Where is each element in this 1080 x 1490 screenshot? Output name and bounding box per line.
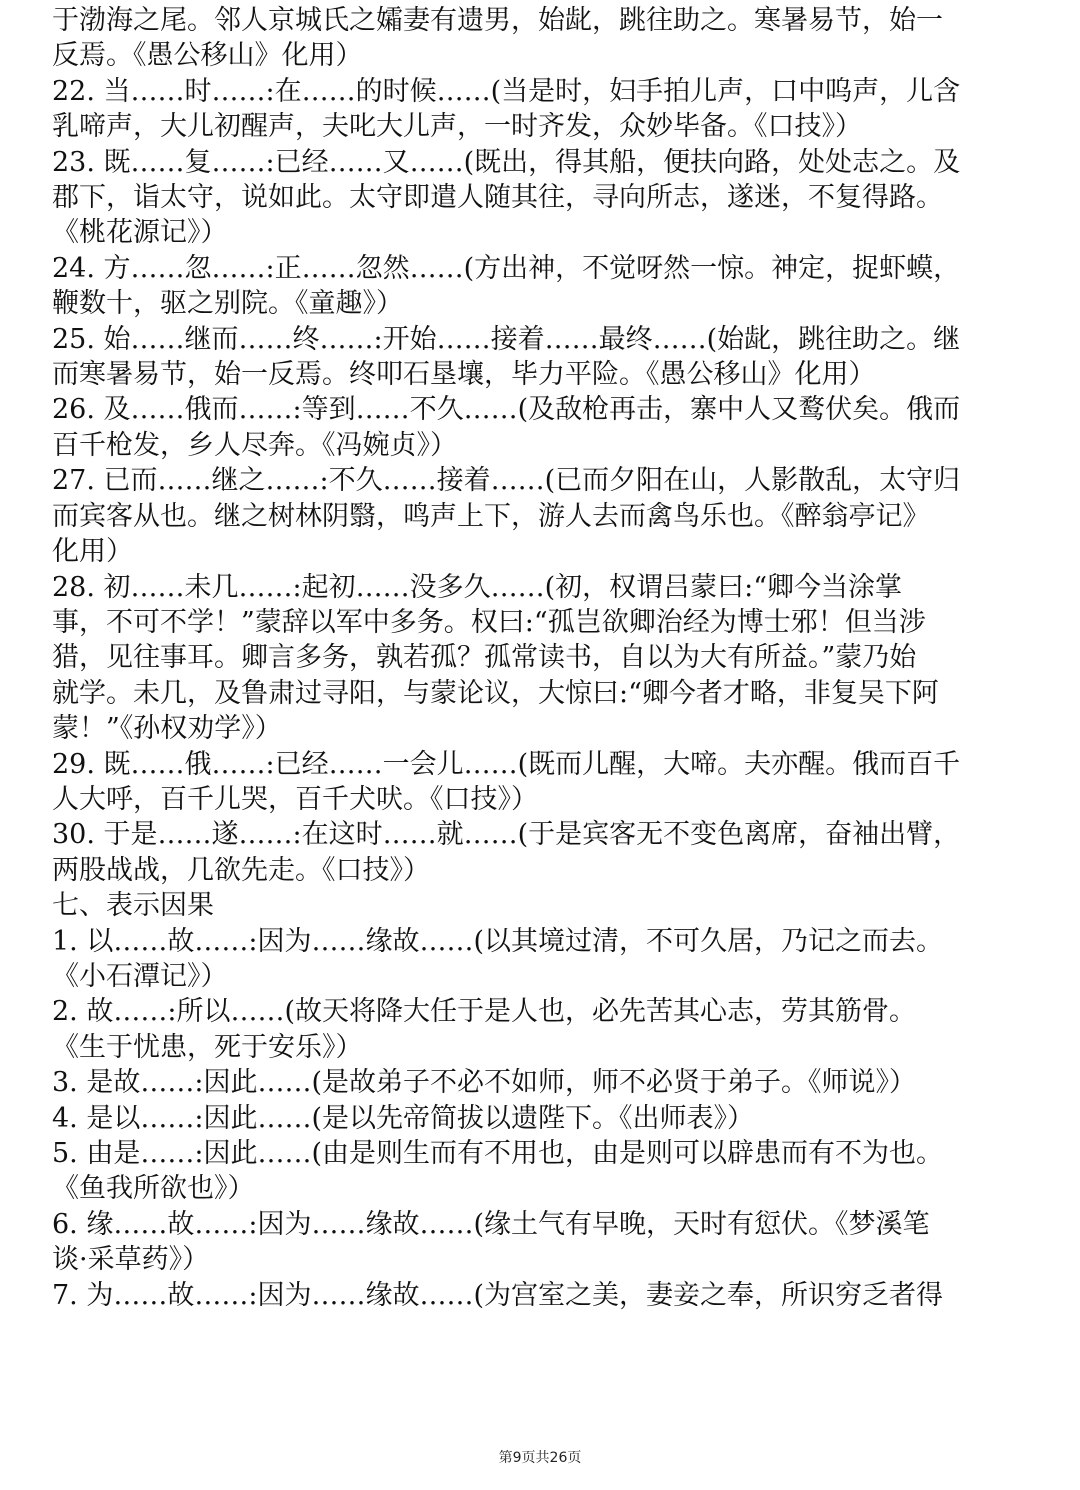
text-line: 2. 故……:所以……(故天将降大任于是人也，必先苦其心志，劳其筋骨。 [52, 996, 916, 1028]
text-line: 百千枪发，乡人尽奔。《冯婉贞》） [52, 429, 457, 461]
text-line: 23. 既……复……:已经……又……(既出，得其船，便扶向路，处处志之。及 [52, 146, 961, 178]
text-line: 乳啼声，大儿初醒声，夫叱大儿声，一时齐发，众妙毕备。《口技》） [52, 111, 862, 143]
text-line: 两股战战，几欲先走。《口技》） [52, 854, 430, 886]
text-line: 而宾客从也。继之树林阴翳，鸣声上下，游人去而禽鸟乐也。《醉翁亭记》 [52, 500, 930, 532]
text-line: 谈·采草药》） [52, 1244, 210, 1276]
text-line: 七、表示因果 [52, 890, 214, 922]
text-line: 30. 于是……遂……:在这时……就……(于是宾客无不变色离席，奋袖出臂， [52, 819, 961, 851]
text-line: 24. 方……忽……:正……忽然……(方出神，不觉呀然一惊。神定，捉虾蟆， [52, 252, 961, 284]
text-line: 人大呼，百千儿哭，百千犬吠。《口技》） [52, 783, 538, 815]
text-line: 《鱼我所欲也》） [52, 1173, 255, 1205]
text-line: 3. 是故……:因此……(是故弟子不必不如师，师不必贤于弟子。《师说》） [52, 1067, 916, 1099]
text-line: 《生于忧患，死于安乐》） [52, 1031, 363, 1063]
text-line: 26. 及……俄而……:等到……不久……(及敌枪再击，寨中人又鹜伏矣。俄而 [52, 394, 961, 426]
text-line: 猎，见往事耳。卿言多务，孰若孤？孤常读书，自以为大有所益。”蒙乃始 [52, 642, 917, 674]
text-line: 27. 已而……继之……:不久……接着……(已而夕阳在山，人影散乱，太守归 [52, 465, 961, 497]
text-line: 4. 是以……:因此……(是以先帝简拔以遗陛下。《出师表》） [52, 1102, 754, 1134]
text-line: 22. 当……时……:在……的时候……(当是时，妇手拍儿声，口中呜声，儿含 [52, 75, 961, 107]
page-number-footer: 第9页共26页 [498, 1450, 582, 1466]
text-line: 5. 由是……:因此……(由是则生而有不用也，由是则可以辟患而有不为也。 [52, 1138, 943, 1169]
text-line: 就学。未几，及鲁肃过寻阳，与蒙论议，大惊曰:“卿今者才略，非复吴下阿 [52, 677, 939, 709]
text-line: 《小石潭记》） [52, 960, 228, 992]
text-line: 蒙！”《孙权劝学》） [52, 713, 282, 745]
text-line: 7. 为……故……:因为……缘故……(为宫室之美，妻妾之奉，所识穷乏者得 [52, 1279, 943, 1311]
text-line: 鞭数十，驱之别院。《童趣》） [52, 288, 403, 320]
text-line: 而寒暑易节，始一反焉。终叩石垦壤，毕力平险。《愚公移山》化用） [52, 359, 876, 391]
text-line: 6. 缘……故……:因为……缘故……(缘土气有早晚，天时有愆伏。《梦溪笔 [52, 1208, 930, 1240]
text-line: 28. 初……未几……:起初……没多久……(初，权谓吕蒙曰:“卿今当涂掌 [52, 571, 903, 603]
text-line: 郡下，诣太守，说如此。太守即遣人随其往，寻向所志，遂迷，不复得路。 [52, 182, 943, 214]
text-line: 《桃花源记》） [52, 217, 228, 249]
document-body [52, 3, 1034, 1313]
text-line: 29. 既……俄……:已经……一会儿……(既而儿醒，大啼。夫亦醒。俄而百千 [52, 748, 961, 780]
text-line: 事，不可不学！”蒙辞以军中多务。权曰:“孤岂欲卿治经为博士邪！但当涉 [52, 606, 926, 638]
text-line: 25. 始……继而……终……:开始……接着……最终……(始龀，跳往助之。继 [52, 323, 961, 355]
text-line: 反焉。《愚公移山》化用） [52, 40, 363, 72]
text-line: 于渤海之尾。邻人京城氏之孀妻有遗男，始龀，跳往助之。寒暑易节，始一 [52, 5, 943, 36]
text-line: 1. 以……故……:因为……缘故……(以其境过清，不可久居，乃记之而去。 [52, 925, 943, 957]
text-line: 化用） [52, 536, 133, 568]
